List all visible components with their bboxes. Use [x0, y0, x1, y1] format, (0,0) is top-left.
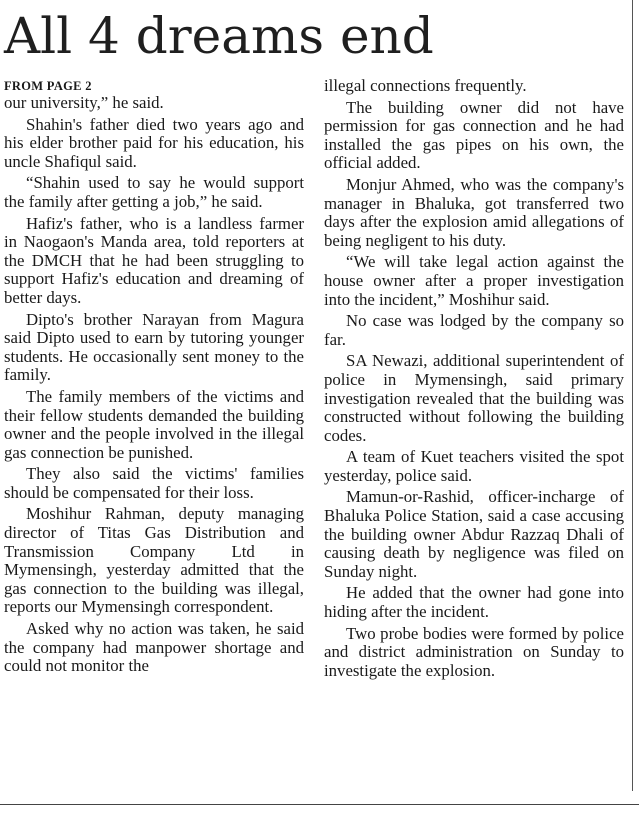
paragraph: Monjur Ahmed, who was the company's manager in Bhaluka, got transferred two days after the explosion amid allegations of being negligent to his duty. [324, 174, 624, 250]
continuation-kicker: FROM PAGE 2 [4, 79, 92, 93]
paragraph: Hafiz's father, who is a landless farmer in Naogaon's Manda area, told reporters at the DMCH that he had been struggling to support Hafiz's education and dreaming of better days. [4, 213, 304, 307]
paragraph: “We will take legal action against the house owner after a proper investigation into the incident,” Moshihur said. [324, 252, 624, 309]
paragraph: Shahin's father died two years ago and his elder brother paid for his education, his uncle Shafiqul said. [4, 114, 304, 171]
paragraph: Mamun-or-Rashid, officer-incharge of Bhaluka Police Station, said a case accusing the building owner Abdur Razzaq Dhali of causing death by negligence was filed on Sunday night. [324, 487, 624, 581]
paragraph: Moshihur Rahman, deputy managing director of Titas Gas Distribution and Transmission Company Ltd in Mymensingh, yesterday admitted that the gas connection to the building was illegal, reports our Mymensingh correspondent. [4, 504, 304, 617]
left-column [4, 79, 304, 679]
paragraph: The building owner did not have permission for gas connection and he had installed the gas pipes on his own, the official added. [324, 97, 624, 173]
paragraph: A team of Kuet teachers visited the spot yesterday, police said. [324, 447, 624, 485]
right-column [324, 77, 624, 683]
paragraph: They also said the victims' families should be compensated for their loss. [4, 464, 304, 502]
paragraph: Two probe bodies were formed by police and district administration on Sunday to investigate the explosion. [324, 623, 624, 680]
paragraph: SA Newazi, additional superintendent of police in Mymensingh, said primary investigation revealed that the building was constructed without following the building codes. [324, 351, 624, 445]
paragraph: Dipto's brother Narayan from Magura said Dipto used to earn by tutoring younger students. He occasionally sent money to the family. [4, 309, 304, 385]
paragraph: Asked why no action was taken, he said the company had manpower shortage and could not monitor the [4, 619, 304, 676]
page-bottom-rule [0, 804, 639, 805]
paragraph: “Shahin used to say he would support the family after getting a job,” he said. [4, 173, 304, 211]
paragraph: No case was lodged by the company so far. [324, 311, 624, 349]
column-rule-right [632, 0, 633, 791]
paragraph: He added that the owner had gone into hiding after the incident. [324, 583, 624, 622]
headline: All 4 dreams end [4, 7, 434, 65]
paragraph: our university,” he said. [4, 93, 164, 112]
paragraph: The family members of the victims and their fellow students demanded the building owner and the people involved in the illegal gas connection be punished. [4, 386, 304, 462]
paragraph: illegal connections frequently. [324, 76, 527, 95]
